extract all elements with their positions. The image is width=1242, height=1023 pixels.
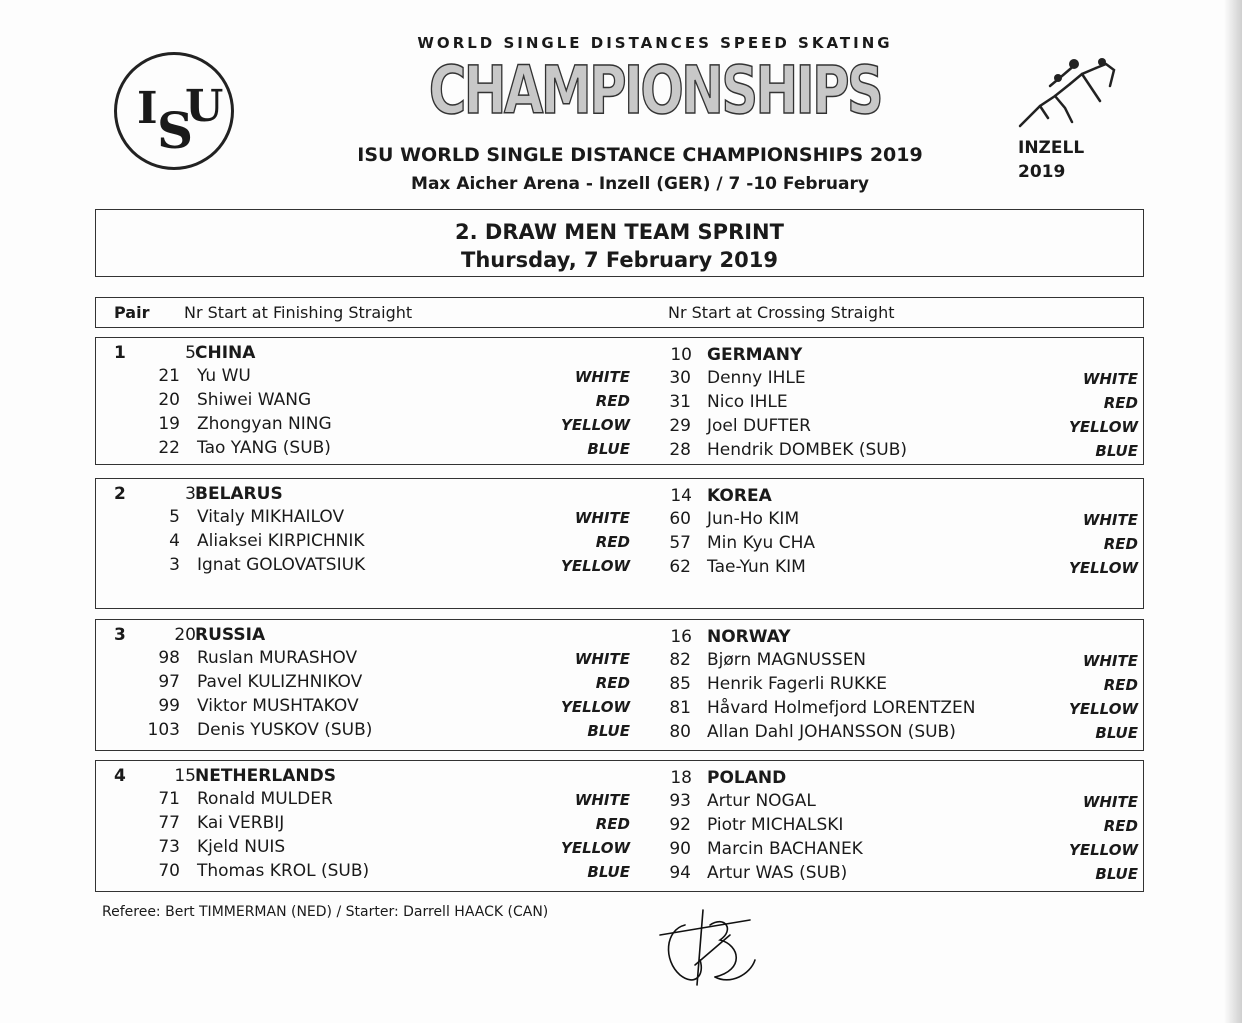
skater-number: 92: [669, 815, 691, 835]
lane-color: WHITE: [574, 791, 630, 809]
skater-name: Aliaksei KIRPICHNIK: [197, 531, 365, 551]
skater-number: 103: [147, 720, 180, 740]
team-name: CHINA: [195, 343, 256, 363]
lane-color: BLUE: [1095, 865, 1138, 883]
skater-number: 94: [669, 863, 691, 883]
lane-color: BLUE: [587, 863, 630, 881]
venue-line: Max Aicher Arena - Inzell (GER) / 7 -10 February: [411, 174, 869, 194]
skater-name: Tae-Yun KIM: [707, 557, 806, 577]
skater-name: Yu WU: [197, 366, 251, 386]
team-number: 10: [670, 345, 692, 365]
skater-number: 22: [158, 438, 180, 458]
skater-name: Kai VERBIJ: [197, 813, 285, 833]
skater-name: Thomas KROL (SUB): [197, 861, 370, 881]
team-number: 5: [185, 343, 196, 363]
skater-name: Piotr MICHALSKI: [707, 815, 844, 835]
skater-number: 62: [669, 557, 691, 577]
team-name: RUSSIA: [195, 625, 266, 645]
skater-number: 19: [158, 414, 180, 434]
lane-color: RED: [595, 533, 630, 551]
column-pair-label: Pair: [114, 303, 150, 322]
lane-color: YELLOW: [1069, 559, 1138, 577]
skater-name: Allan Dahl JOHANSSON (SUB): [707, 722, 956, 742]
skater-number: 81: [669, 698, 691, 718]
skater-number: 80: [669, 722, 691, 742]
lane-color: BLUE: [587, 722, 630, 740]
team-name: GERMANY: [707, 345, 803, 365]
skater-number: 29: [669, 416, 691, 436]
skater-name: Ruslan MURASHOV: [197, 648, 358, 668]
team-number: 18: [670, 768, 692, 788]
lane-color: YELLOW: [561, 698, 630, 716]
pair-box: [95, 478, 1144, 609]
header-world-line: WORLD SINGLE DISTANCES SPEED SKATING: [417, 34, 893, 52]
lane-color: YELLOW: [1069, 700, 1138, 718]
event-date: Thursday, 7 February 2019: [461, 248, 778, 272]
event-title: 2. DRAW MEN TEAM SPRINT: [455, 220, 784, 244]
team-name: POLAND: [707, 768, 787, 788]
skater-number: 73: [158, 837, 180, 857]
lane-color: BLUE: [1095, 442, 1138, 460]
skater-name: Håvard Holmefjord LORENTZEN: [707, 698, 976, 718]
skater-name: Joel DUFTER: [707, 416, 811, 436]
skater-name: Artur NOGAL: [707, 791, 816, 811]
team-name: NORWAY: [707, 627, 791, 647]
pair-number: 3: [114, 625, 126, 645]
skater-name: Min Kyu CHA: [707, 533, 816, 553]
pair-box: [95, 337, 1144, 465]
team-name: NETHERLANDS: [195, 766, 336, 786]
isu-logo-letter: S: [157, 101, 194, 160]
skater-number: 71: [158, 789, 180, 809]
header-championships: CHAMPIONSHIPS: [428, 52, 882, 129]
column-right-label: Nr Start at Crossing Straight: [668, 303, 895, 322]
lane-color: RED: [595, 392, 630, 410]
skater-number: 28: [669, 440, 691, 460]
lane-color: WHITE: [1082, 652, 1138, 670]
skater-number: 5: [169, 507, 180, 527]
skater-name: Denis YUSKOV (SUB): [197, 720, 373, 740]
isu-logo-letter: I: [137, 83, 158, 134]
lane-color: WHITE: [574, 509, 630, 527]
skater-number: 70: [158, 861, 180, 881]
skater-name: Ignat GOLOVATSIUK: [197, 555, 366, 575]
lane-color: RED: [1103, 394, 1138, 412]
pair-number: 2: [114, 484, 126, 504]
skater-name: Shiwei WANG: [197, 390, 312, 410]
lane-color: YELLOW: [1069, 418, 1138, 436]
event-title-box: [95, 209, 1144, 277]
inzell-year: 2019: [1018, 162, 1066, 182]
skater-number: 30: [669, 368, 691, 388]
lane-color: YELLOW: [561, 557, 630, 575]
skater-number: 99: [158, 696, 180, 716]
skater-number: 82: [669, 650, 691, 670]
skater-name: Bjørn MAGNUSSEN: [707, 650, 867, 670]
team-number: 3: [185, 484, 196, 504]
pair-number: 4: [114, 766, 126, 786]
skater-number: 97: [158, 672, 180, 692]
skater-name: Marcin BACHANEK: [707, 839, 863, 859]
inzell-place: INZELL: [1018, 138, 1085, 158]
skater-number: 93: [669, 791, 691, 811]
lane-color: RED: [1103, 817, 1138, 835]
skater-number: 85: [669, 674, 691, 694]
skater-number: 3: [169, 555, 180, 575]
skater-name: Jun-Ho KIM: [707, 509, 800, 529]
lane-color: BLUE: [1095, 724, 1138, 742]
skater-number: 60: [669, 509, 691, 529]
skater-name: Nico IHLE: [707, 392, 788, 412]
skater-name: Viktor MUSHTAKOV: [197, 696, 359, 716]
skater-number: 90: [669, 839, 691, 859]
team-number: 20: [174, 625, 196, 645]
lane-color: RED: [1103, 676, 1138, 694]
lane-color: RED: [1103, 535, 1138, 553]
column-header: [95, 297, 1144, 328]
lane-color: WHITE: [574, 650, 630, 668]
team-number: 15: [174, 766, 196, 786]
skater-number: 98: [158, 648, 180, 668]
lane-color: RED: [595, 815, 630, 833]
pair-box: [95, 619, 1144, 751]
skater-number: 21: [158, 366, 180, 386]
signature: [655, 905, 765, 995]
column-left-label: Nr Start at Finishing Straight: [184, 303, 413, 322]
lane-color: WHITE: [1082, 511, 1138, 529]
skater-name: Pavel KULIZHNIKOV: [197, 672, 363, 692]
skater-name: Denny IHLE: [707, 368, 806, 388]
lane-color: BLUE: [587, 440, 630, 458]
skater-number: 20: [158, 390, 180, 410]
isu-logo-letter: U: [185, 81, 224, 132]
page-title: ISU WORLD SINGLE DISTANCE CHAMPIONSHIPS 2019: [357, 144, 923, 166]
lane-color: YELLOW: [561, 416, 630, 434]
lane-color: WHITE: [574, 368, 630, 386]
team-number: 14: [670, 486, 692, 506]
team-name: BELARUS: [195, 484, 283, 504]
lane-color: WHITE: [1082, 370, 1138, 388]
skater-name: Zhongyan NING: [197, 414, 332, 434]
skater-name: Artur WAS (SUB): [707, 863, 848, 883]
lane-color: WHITE: [1082, 793, 1138, 811]
inzell-logo: [1010, 56, 1120, 186]
skater-name: Vitaly MIKHAILOV: [197, 507, 345, 527]
officials-line: Referee: Bert TIMMERMAN (NED) / Starter: Darrell HAACK (CAN): [102, 904, 549, 920]
team-number: 16: [670, 627, 692, 647]
skater-name: Henrik Fagerli RUKKE: [707, 674, 887, 694]
skater-name: Kjeld NUIS: [197, 837, 286, 857]
team-name: KOREA: [707, 486, 772, 506]
skater-number: 31: [669, 392, 691, 412]
skater-number: 57: [669, 533, 691, 553]
skater-name: Ronald MULDER: [197, 789, 333, 809]
pair-box: [95, 760, 1144, 892]
page-shadow-edge: [1224, 0, 1242, 1023]
skater-number: 4: [169, 531, 180, 551]
lane-color: YELLOW: [561, 839, 630, 857]
skater-name: Tao YANG (SUB): [197, 438, 331, 458]
lane-color: YELLOW: [1069, 841, 1138, 859]
pair-number: 1: [114, 343, 126, 363]
skater-number: 77: [158, 813, 180, 833]
isu-logo: [114, 52, 234, 170]
lane-color: RED: [595, 674, 630, 692]
skater-figures-icon: [1010, 56, 1120, 131]
skater-name: Hendrik DOMBEK (SUB): [707, 440, 908, 460]
